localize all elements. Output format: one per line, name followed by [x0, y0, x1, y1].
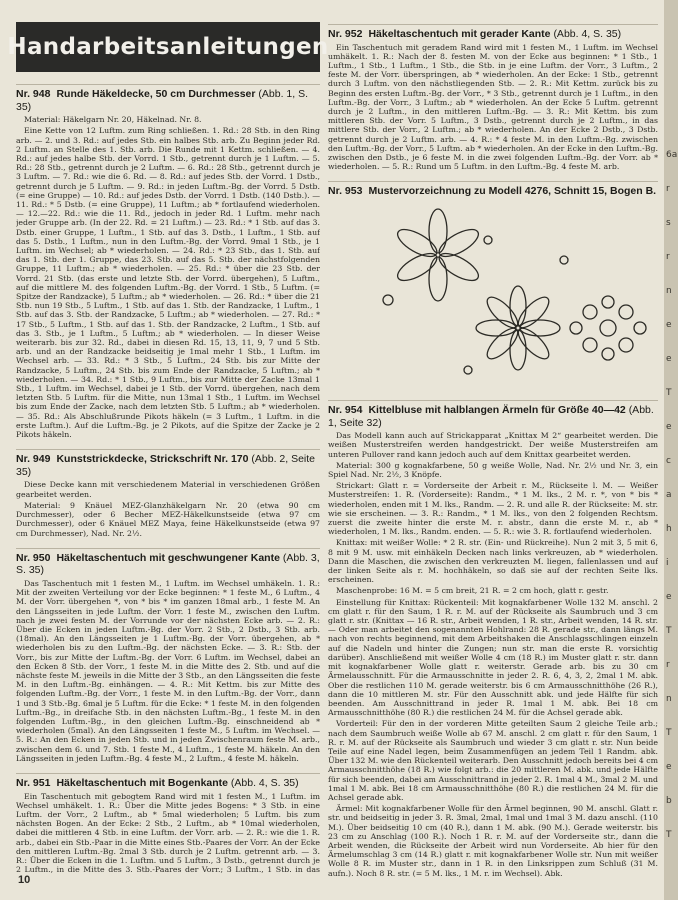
instruction-number: Nr. 953 — [328, 185, 363, 198]
instruction-heading — [16, 84, 320, 113]
instruction-heading — [16, 548, 320, 577]
flower-motif-left — [394, 209, 483, 301]
paragraph: Maschenprobe: 16 M. = 5 cm breit, 21 R. = 2 cm hoch, glatt r. gestr. — [336, 586, 609, 596]
instruction-reference: (Abb. 1, Seite 32) — [328, 404, 654, 429]
embroidery-pattern-drawing — [328, 200, 658, 390]
instruction-title: Kittelbluse mit halblangen Ärmeln für Größe 40—42 — [368, 404, 626, 417]
instruction-reference: (Abb. 1, S. 35) — [16, 88, 308, 113]
paragraph: Das Taschentuch mit 1 festen M., 1 Luftm. im Wechsel umhäkeln. 1. R.: Mit der zweiten Verteilung vor der Ecke beginnen: * 1 feste M., 6 Luftm., 4 M. der Vorr. übergehen *, von * bis * im ganzen 18mal arb., 1 feste M. An den Längsseiten in jede Luftm. der Vorr. 1 feste M., zwischen den Luftm. nach je zwei festen M. der Vorrunde vor der nächsten Ecke arb. — 2. R.: Über die Ecken in jeden Luftm.-Bg. der Vorr. 2 Stb., 2 Dstb., 3 Stb. arb. (18mal). An den Längsseiten je 1 Luftm.-Bg. der Vorr. übergehen, ab * wiederholen bis zu den Luftm.-Bg. der nächsten Ecke. — 3. R.: Stb. der Vorr., bis zur Mitte der Luftm.-Bg. der Vorr. 6 Luftm. im Wechsel, dabei an den Ecken 8 Stb. der Vorr., 1 feste M. in die Mitte des 2. Stb. und auf die nächste feste M. jeweils in die Mitte der 3 Stb., an den Längsseiten die feste M. in den Luftm.-Bg. einhängen. — 4. R.: Mit Kettm. bis zur Mitte des folgenden Luftm.-Bg. der Vorr., 1 feste M. in den Luftm.-Bg. der Vorr., dann 1 und 3 Stb.-Bg. 6mal je 5 Luftm. für die Ecke: * 1 feste M. in den folgenden Luftm.-Bg., in dreifache Stb. in den nächsten Luftm.-Bg., 1 feste M. in den folgenden Luftm.-Bg., in den gleichen Luftm.-Bg. einschneidend ab * wiederholen (5mal). An den Längsseiten 1 feste M., 5 Luftm. im Wechsel. — 5. R.: An den Ecken in jeden Stb. und in jeden Zwischenraum feste M. arb., zwischen dem 6. und 7. Stb. 1 feste M., 4 Luftm., 1 feste M. häkeln. An den Längsseiten in jeden Luftm.-Bg. 4 feste M., 2 Luftm., 4 feste M. häkeln. — [16, 578, 320, 763]
instruction-title: Häkeltaschentuch mit gerader Kante — [368, 28, 551, 40]
instruction-body — [16, 115, 320, 439]
small-dot-motifs — [383, 236, 568, 374]
pattern-svg — [328, 200, 658, 390]
edge-glyph: T — [666, 388, 672, 398]
instruction-title: Häkeltaschentuch mit Bogenkante — [56, 776, 228, 789]
edge-glyph: c — [666, 456, 671, 466]
instruction-948 — [16, 84, 320, 439]
instruction-title: Mustervorzeichnung zu Modell 4276, Schnitt 15, Bogen B. — [368, 185, 657, 198]
paragraph: Material: 300 g kognakfarbene, 50 g weiße Wolle, Nad. Nr. 2½ und Nr. 3, ein Spiel Nad. Nr. 2½, 3 Knöpfe. — [328, 460, 658, 480]
flower-motif-center — [476, 286, 560, 370]
instruction-heading — [328, 181, 658, 198]
instruction-951 — [16, 773, 320, 874]
paragraph: Material: 9 Knäuel MEZ-Glanzhäkelgarn Nr. 20 (etwa 90 cm Durchmesser), oder 6 Becher MEZ-Häkelkunstseide (etwa 97 cm Durchmesser), oder 6 Knäuel MEZ Maya, feine Häkelkunstseide (etwa 97 cm Durchmesser), Nad. Nr. 2½. — [16, 500, 320, 538]
instruction-body — [328, 431, 658, 880]
edge-glyph: 6a — [666, 150, 678, 160]
edge-glyph: r — [666, 660, 670, 670]
paragraph: Einstellung für Knittax: Rückenteil: Mit kognakfarbener Wolle 132 M. anschl. 2 cm glatt r. für den Saum, 1 R. r. M. auf der Rückseite als Saumbruch und 3 cm glatt r. str. (Knittax — 16 R. str., Arbeit wenden, 1 R. str., Arbeit wenden, 14 R. str. — Oder man arbeitet den sogenannten Hohlrand: 28 R. gerade str., dann längs M. nach von rechts beginnend, mit dem Arbeitshaken die Anschlagsschlingen einzeln auf die Nadeln und hinter die Zungen; nun str. man die erste R. vorsichtig darüber). Anschließend mit weißer Wolle 4 cm (18 R.) im Muster glatt r. str. dann mit kognakfarbener Wolle glatt r. weiterstr. Gerade arb. bis zu 30 cm Ärmelausschnitt. Für die Armausschnitte in jeder 2. R. 6, 4, 3, 2, 2mal 1 M. abk. Ober die restlichen 110 M. gerade weiterstr. bis 6 cm Armausschnitthöhe (26 R.), dann die 10 mittleren M. str. Für den Ausschnitt abk. und jede Hälfte für sich beenden. Am Ausschnittrand in jeder R. 1mal 1 M. abk. Bei 18 cm Armausschnitthöhe (80 R.) die restlichen 24 M. für die Achsel gerade abk. — [328, 597, 658, 718]
instruction-heading — [328, 24, 658, 41]
edge-glyph: a — [666, 490, 672, 500]
instruction-number: Nr. 952 — [328, 28, 363, 40]
paragraph: Ärmel: Mit kognakfarbener Wolle für den Ärmel beginnen, 90 M. anschl. Glatt r. str. und beidseitig in jeder 3. R. 3mal, 2mal, 1mal und 1mal 3 M. dazu anschl. (110 M.). Über beidseitig 10 cm (40 R.), dann 1 M. abk. (90 M.). Gerade weiterstr. bis 23 cm zu Anschlag (100 R.). Noch 1 R. r. M. auf der Vorderseite str., dann die Arbeit wenden, die Rückseite der Arbeit wird nun Vorderseite. Ab hier für den Ärmelumschlag 3 cm (14 R.) glatt r. mit kognakfarbener Wolle str. Nun mit weißer Wolle 8 R. im Muster str., dann in 1 R. in den Linksrippen zum Schluß (31 M. aufn.). Noch 8 R. str. (= 5 M. lks., 1 M. r. im Wechsel). Abk. — [328, 804, 658, 878]
edge-glyph: e — [666, 354, 672, 364]
instruction-number: Nr. 949 — [16, 453, 51, 466]
edge-glyph: s — [666, 218, 671, 228]
edge-glyph: h — [666, 524, 672, 534]
edge-glyph: i — [666, 558, 669, 568]
instruction-heading — [16, 449, 320, 478]
instruction-number: Nr. 950 — [16, 551, 51, 564]
paragraph: Das Modell kann auch auf Strickapparat „Knittax M 2“ gearbeitet werden. Die weißen Musterstreifen werden handgestrickt. Der weiße Musterstreifen am unteren Pullover rand kann jedoch auch auf dem Knittax gearbeitet werden. — [328, 431, 658, 459]
edge-glyph: b — [666, 796, 672, 806]
instruction-952 — [328, 24, 658, 171]
dot-cluster-motif — [570, 296, 646, 360]
edge-glyph: e — [666, 762, 672, 772]
instruction-body — [16, 480, 320, 537]
paragraph: Strickart: Glatt r. = Vorderseite der Arbeit r. M., Rückseite l. M. — Weißer Musterstreifen: 1. R. (Vorderseite): Randm., * 1 M. lks., 2 M. r. *, von * bis * wiederholen, enden mit 1 M. lks., Randm. — 2. R. und alle R. der Rückseite: M. str. wie sie erscheinen. — 3. R.: Randm., * 1 M. lks., von den 2 folgenden Rechtsm. zuerst die zweite hinter die erste M. r. abstr., dann die erste M. r., ab * wiederholen, 1 M. lks., Randm. enden. — 5. R.: wie 3. R. fortlaufend wiederholen. — [328, 481, 658, 537]
edge-glyph: e — [666, 320, 672, 330]
instruction-reference: (Abb. 2, Seite 35) — [16, 453, 316, 478]
instruction-949 — [16, 449, 320, 537]
paragraph: Ein Taschentuch mit geradem Rand wird mit 1 festen M., 1 Luftm. im Wechsel umhäkelt. 1. R.: Nach der 8. festen M. von der Ecke aus beginnen: * 1 Stb., 1 Luftm., 1 Stb., 1 Luftm., 1 Stb., die Stb. in je eine Luftm. der Vorr., 3 Luftm., 2 feste M. der Vorr. überspringen, ab * wiederholen. An der Ecke: 1 Stb., getrennt durch 3 Luftm. von den nächstliegenden Stb. — 2. R.: Mit Kettm. zurück bis zu Beginn des ersten Luftm.-Bg. der Vorr., * 3 Stb., getrennt durch je 1 Luftm., in den Luftm.-Bg. der Vorr., 3 Luftm.; ab * wiederholen. An der Ecke 5 Luftm. getrennt durch je 2 Luftm., in den mittleren Luftm.-Bg. — 3. R.: Mit Kettm. bis zum mittleren Stb. der Vorr. 5 Luftm., 3 Dstb., getrennt durch je 2 Luftm., in das mittlere Stb. der Vorr., 2 Luftm.; ab * wiederholen. An der Ecke 2 Dstb., 3 Dstb. getrennt durch je 2 Luftm. arb. — 4. R.: * 4 feste M. in den Luftm.-Bg. zwischen den Luftm.-Bg. der Vorr., 5 Luftm. ab * wiederholen. An der Ecke in den Luftm.-Bg. zwischen den Dstb., je 6 feste M. in die zwei folgenden Luftm.-Bg. der Vorr. ab * wiederholen. — 5. R.: Rund um 5 Luftm. in den Luftm.-Bg. 4 feste M. arb. — [328, 42, 658, 172]
left-column — [16, 84, 320, 874]
instruction-heading — [16, 773, 320, 790]
instruction-number: Nr. 954 — [328, 404, 363, 417]
instruction-title: Kunststrickdecke, Strickschrift Nr. 170 — [56, 453, 249, 466]
paragraph: Diese Decke kann mit verschiedenem Material in verschiedenen Größen gearbeitet werden. — [16, 480, 320, 499]
instruction-reference: (Abb. 4, S. 35) — [230, 776, 299, 789]
instruction-number: Nr. 951 — [16, 776, 51, 789]
paragraph: Eine Kette von 12 Luftm. zum Ring schließen. 1. Rd.: 28 Stb. in den Ring arb. — 2. und 3. Rd.: auf jedes Stb. ein halbes Stb. arb. Zu Beginn jeder Rd. 2 Luftm. an Stelle des 1. Stb. arb. Die Runde mit 1 Kettm. schließen. — 4. Rd.: auf jedes halbe Stb. der Vorrd. 1 Stb., getrennt durch je 1 Luftm. — 5. Rd.: 28 Stb., getrennt durch je 2 Luftm. — 6. Rd.: 28 Stb., getrennt durch je 3 Luftm. — 7. Rd.: wie die 6. Rd. — 8. Rd.: auf jedes Stb. der Vorrd. 1 Dstb., getrennt durch je 5 Luftm. — 9. Rd.: in jeden Luftm.-Bg. der Vorrd. 5 Dstb. (= eine Gruppe) — 10. Rd.: auf jedes Dstb. der Vorrd. 1 Dstb. (140 Dstb.). — 11. Rd.: * 5 Dstb. (= eine Gruppe), 11 Luftm.; ab * fortlaufend wiederholen. — 12.—22. Rd.: wie die 11. Rd., jedoch in jeder Rd. 1 Luftm. mehr nach jeder Gruppe arb. (In der 22. Rd. = 21 Luftm.) — 23. Rd.: * 1 Stb. auf das 3. Dstb. einer Gruppe, 1 Luftm., 1 Stb. auf das 3. Dstb., 1 Luftm., 1 Stb. auf das 5. Dstb., 1 Luftm., nun in den Luftm.-Bg. der Vorrd. 9mal 1 Stb., je 1 Luftm. im Wechsel; ab * wiederholen. — 24. Rd.: * 23 Stb., das 1. Stb. auf das 1. Stb. der 1. Gruppe, das 23. Stb. auf das 5. Stb. der nächstfolgenden Gruppe, 11 Luftm.; ab * wiederholen. — 25. Rd.: * über die 23 Stb. der Vorrd. 21 Stb. (das erste und letzte Stb. der Vorrd. übergehen), 5 Luftm., auf die mittlere M. des folgenden Luftm.-Bg. der Vorrd. 1 Stb., 5 Luftm. (= Spitze der Randzacke), 5 Luftm.; ab * wiederholen. — 26. Rd.: * über die 21 Stb. nun 19 Stb., 5 Luftm., 1 Stb. auf das 1. Stb. der Randzacke, 1 Luftm., 1 Stb. auf das 3. Stb. der Randzacke, 5 Luftm.; ab * wiederholen. — 27. Rd.: * 17 Stb., 5 Luftm., 1 Stb. auf das 1. Stb. der Randzacke, 2 Luftm., 1 Stb. auf das 3. Stb., je 1 Luftm., 5 Luftm.; ab * wiederholen. — In dieser Weise weiterarb. bis zur 32. Rd., dabei in diesen Rd. 15, 13, 11, 9, 7 und 5 Stb. arb. und an der Randzacke beidseitig je 1mal mehr 1 Stb., 1 Luftm. im Wechsel arb. — 33. Rd.: * 3 Stb., 5 Luftm., 24 Stb. bis zur Mitte der Randzacke, 5 Luftm., 24 Stb. bis zum Ende der Randzacke, 5 Luftm.; ab * wiederholen. — 34. Rd.: * 1 Stb., 9 Luftm., bis zur Mitte der Zacke 13mal 1 Stb., 1 Luftm. im Wechsel, dabei je 1 Stb. der Vorrd. übergehen, nach dem letzten Stb. 5 Luftm. für die Mitte, nun 13mal 1 Stb., 1 Luftm. im Wechsel bis zum Ende der Zacke, nach dem letzten Stb. 5 Luftm.; ab * wiederholen. — 35. Rd.: Als Abschlußrunde Pikots häkeln (= 3 Luftm., 1 Luftm. in die erste Luftm.). Auf die Luftm.-Bg. je 2 Pikots, auf die Spitze der Zacke je 2 Pikots häkeln. — [16, 126, 320, 440]
paragraph: Vorderteil: Für den in der vorderen Mitte geteilten Saum 2 gleiche Teile arb.; nach dem Saumbruch weiße Wolle ab 67 M. anschl. 2 cm glatt r. für den Saum, 1 R. r. M. auf der Rückseite als Saumbruch und wieder 3 cm glatt r. str. Nun beide Teile auf eine Nadel legen, beim Zusammenfügen an jedem Teil 1 Randm. abk. Über 132 M. wie den Rückenteil weiterarb. Den Ausschnitt jedoch bereits bei 4 cm Armausschnitthöhe (18 R.) wie folgt arb.: die 20 mittleren M. abk. und jede Hälfte für sich beenden, dabei am Ausschnittrand in jeder 2. R. 1mal 4 M., 3mal 2 M. und 1mal 1 M. abk. Bei 18 cm Armausschnitthöhe (80 R.) die restlichen 24 M. für die Achsel gerade abk. — [328, 719, 658, 802]
facing-page-edge — [664, 0, 678, 900]
page-number: 10 — [18, 874, 31, 886]
edge-glyph: e — [666, 592, 672, 602]
instruction-title: Häkeltaschentuch mit geschwungener Kante — [56, 551, 280, 564]
paragraph: Ein Taschentuch mit gebogtem Rand wird mit 1 festen M., 1 Luftm. im Wechsel umhäkelt. 1. R.: Über die Mitte jedes Bogens: * 3 Stb. in eine Luftm. der Vorr., 2 Luftm., ab * 5mal wiederholen; 5 Luftm. bis zum nächsten Bogen. An der Ecke: 2 Stb., 2 Luftm., ab * 10mal wiederholen, dabei die mittleren 4 Stb. in eine Luftm. der Vorr. arb. — 2. R.: wie die 1. R. arb., dabei ein Stb.-Paar in die Mitte eines Stb.-Paares der Vorr. An der Ecke den mittleren Luftm.-Bg. 2mal 3 Stb. durch je 2 Luftm. getrennt arb. — 3. R.: Über die Ecken in die 1. Luftm. und 5 Luftm., 3 Dstb., getrennt durch je 2 Luftm., in die Mitte des 3. Stb.-Paares der Vorr.; 3 Luftm., 1 Stb. in das — [16, 791, 320, 874]
instruction-reference: (Abb. 3, S. 35) — [16, 551, 320, 577]
paragraph: Knittax: mit weißer Wolle: * 2 R. str. (Ein- und Rückreihe). Nun 2 mit 3, 5 mit 6, 8 mit 9 M. usw. mit einhäkeln Decken nach links verkreuzen, ab * wiederholen. Dann die Maschen, die zwischen den verkreuzten M. liegen, fallenlassen und auf der linken Seite als r. M. hochhäkeln, so daß sie auf der rechten Seite lks. erscheinen. — [328, 538, 658, 585]
edge-glyph: n — [666, 286, 672, 296]
instruction-body — [16, 579, 320, 763]
instruction-number: Nr. 948 — [16, 88, 51, 100]
edge-glyph: T — [666, 728, 672, 738]
edge-glyph: T — [666, 626, 672, 636]
edge-glyph: r — [666, 184, 670, 194]
instruction-950 — [16, 548, 320, 763]
instruction-body — [16, 792, 320, 874]
edge-glyph: T — [666, 830, 672, 840]
edge-glyph: e — [666, 422, 672, 432]
paragraph: Material: Häkelgarn Nr. 20, Häkelnad. Nr. 8. — [24, 115, 202, 125]
section-header-banner — [7, 22, 329, 72]
instruction-reference: (Abb. 4, S. 35) — [553, 28, 622, 40]
instruction-body — [328, 43, 658, 172]
page-title: Handarbeitsanleitungen — [7, 34, 329, 60]
right-column — [328, 24, 658, 880]
instruction-953 — [328, 181, 658, 390]
instruction-954 — [328, 400, 658, 880]
instruction-title: Runde Häkeldecke, 50 cm Durchmesser — [56, 88, 256, 100]
edge-glyph: n — [666, 694, 672, 704]
instruction-heading — [328, 400, 658, 429]
edge-glyph: r — [666, 252, 670, 262]
